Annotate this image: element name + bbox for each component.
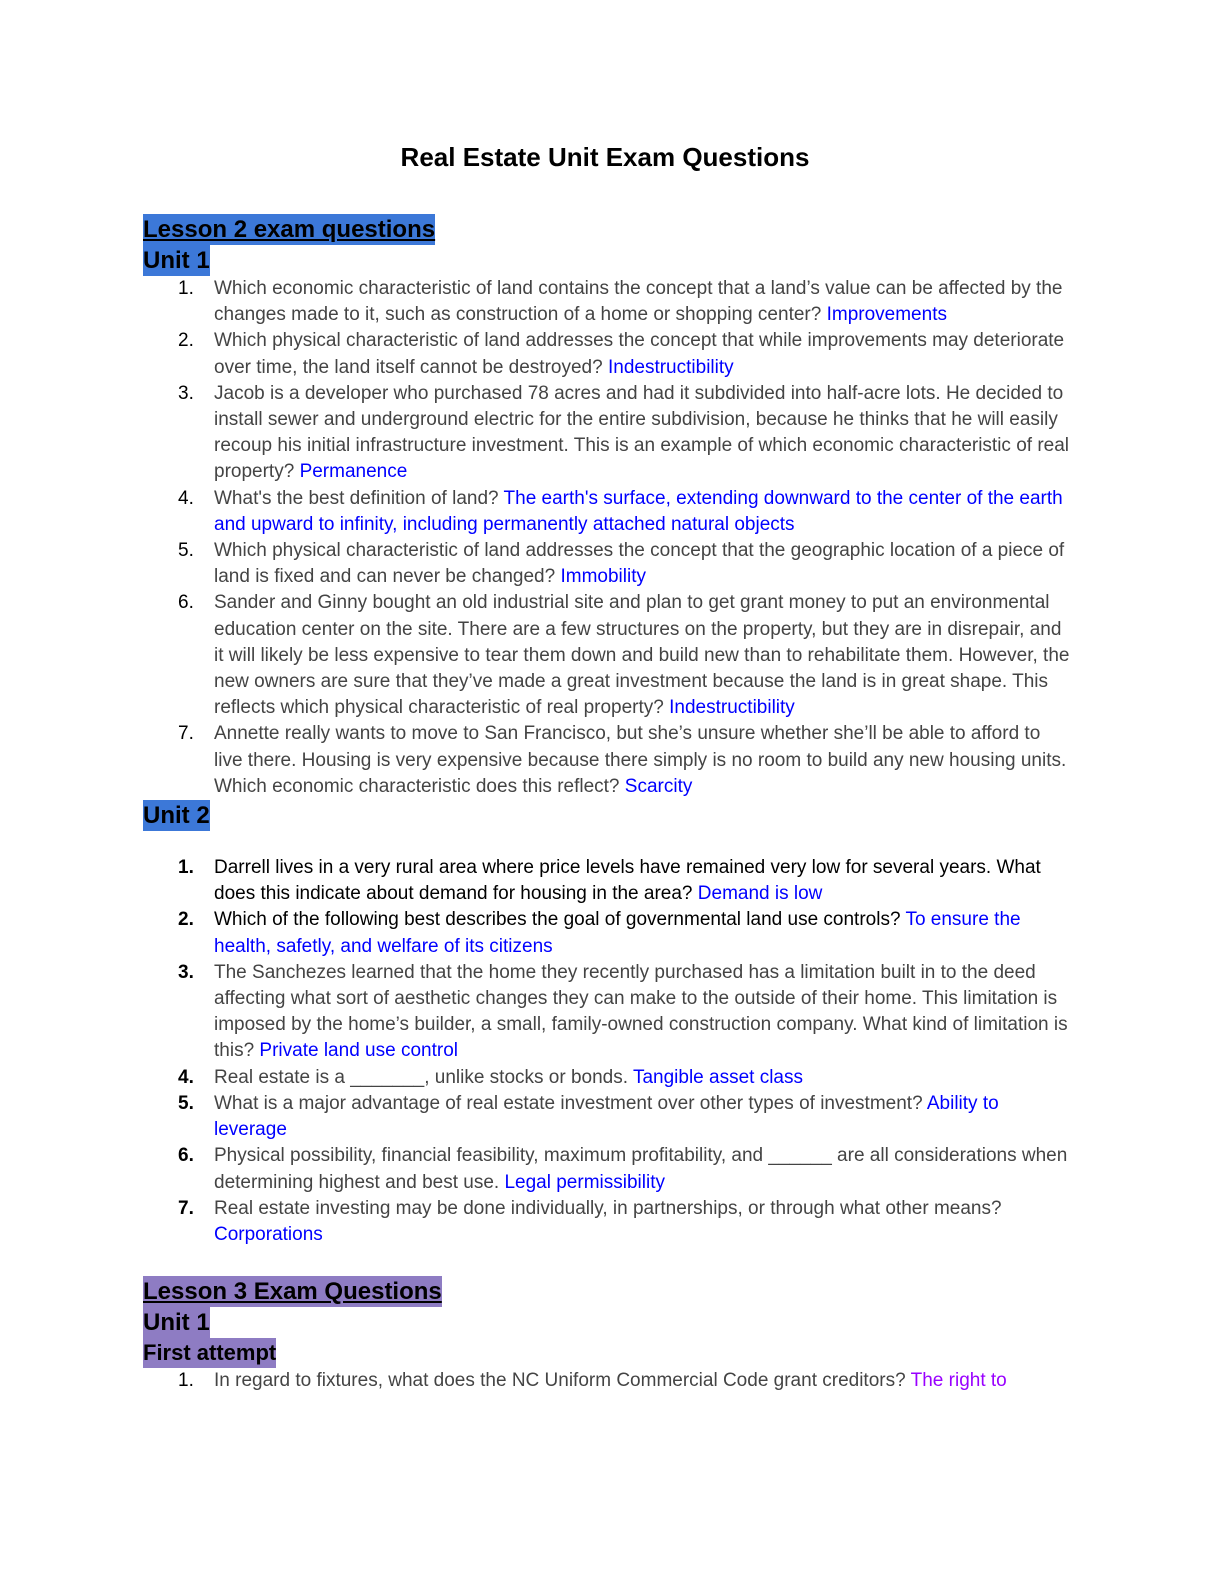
answer-text: Ability to leverage (214, 1092, 999, 1141)
question-text: Real estate is a _______, unlike stocks or bonds. (214, 1066, 629, 1088)
question-item (143, 276, 1074, 328)
question-item (143, 960, 1074, 1065)
question-number: 3. (178, 382, 194, 404)
answer-text: Scarcity (624, 775, 693, 797)
lesson2-unit1-heading: Unit 1 (143, 247, 210, 274)
lesson2-unit1-list (143, 276, 1083, 800)
question-item (143, 1065, 1074, 1091)
question-text: Jacob is a developer who purchased 78 acres and had it subdivided into half-acre lots. He decided to install sewer and underground electric for the entire subdivision, because he thinks that he will easily recoup his initial infrastructure investment. This is an example of which economic characteristic of real property? (214, 382, 1070, 483)
question-item (143, 907, 1074, 959)
question-item (143, 1143, 1074, 1195)
question-number: 4. (178, 1066, 194, 1088)
question-text: Which physical characteristic of land addresses the concept that while improvements may deteriorate over time, the land itself cannot be destroyed? (214, 330, 1065, 378)
question-number: 5. (178, 1092, 194, 1114)
answer-text: Indestructibility (669, 697, 795, 719)
lesson3-unit1-list (143, 1368, 1083, 1394)
question-number: 2. (178, 330, 194, 352)
question-number: 7. (178, 1197, 194, 1219)
question-text: What is a major advantage of real estate investment over other types of investment? (214, 1092, 923, 1114)
question-text: Sander and Ginny bought an old industrial site and plan to get grant money to put an environmental education center on the site. There are a few structures on the property, but they are in disrepair, and it will likely be less expensive to tear them down and build new than to rehabilitate them. However, the new owners are sure that they’ve made a great investment because the land is in great shape. This reflects which physical characteristic of real property? (214, 592, 1070, 719)
answer-text: Demand is low (697, 883, 823, 905)
answer-text: Immobility (560, 566, 646, 588)
question-item (143, 590, 1074, 721)
lesson3-unit1-heading: Unit 1 (143, 1309, 210, 1337)
question-number: 6. (178, 592, 194, 614)
question-text: In regard to fixtures, what does the NC Uniform Commercial Code grant creditors? (214, 1370, 906, 1392)
question-number: 4. (178, 487, 194, 509)
answer-text: The earth's surface, extending downward to the center of the earth and upward to infinity, including permanently attached natural objects (214, 487, 1063, 535)
question-number: 3. (178, 961, 194, 983)
question-text: Which of the following best describes the goal of governmental land use controls? (214, 909, 901, 931)
answer-text: Private land use control (259, 1040, 458, 1062)
question-number: 7. (178, 723, 194, 745)
document-body (143, 214, 1083, 1394)
answer-text: Legal permissibility (504, 1171, 665, 1193)
answer-text: Improvements (826, 304, 947, 326)
answer-text: Permanence (299, 461, 408, 483)
question-text: What's the best definition of land? (214, 487, 499, 509)
question-number: 5. (178, 540, 194, 562)
question-item (143, 1368, 1074, 1394)
lesson2-unit2-list (143, 855, 1083, 1248)
lesson2-heading: Lesson 2 exam questions (143, 216, 436, 243)
question-text: Which physical characteristic of land addresses the concept that the geographic location of a piece of land is fixed and can never be changed? (214, 540, 1065, 588)
question-number: 2. (178, 909, 194, 931)
question-text: The Sanchezes learned that the home they recently purchased has a limitation built in to the deed affecting what sort of aesthetic changes they can make to the outside of their home. This limitation is imposed by the home’s builder, a small, family-owned construction company. What kind of limitation is this? (214, 961, 1068, 1062)
question-number: 6. (178, 1145, 194, 1167)
answer-text: The right to (910, 1370, 1007, 1392)
question-item (143, 328, 1074, 380)
question-item (143, 1091, 1074, 1143)
question-number: 1. (178, 1370, 194, 1392)
answer-text: Corporations (214, 1223, 323, 1245)
question-item (143, 721, 1074, 800)
question-number: 1. (178, 857, 194, 879)
question-item (143, 855, 1074, 907)
answer-text: To ensure the health, safetly, and welfare of its citizens (214, 909, 1021, 957)
question-item (143, 381, 1074, 486)
document-title: Real Estate Unit Exam Questions (400, 142, 810, 172)
question-text: Which economic characteristic of land contains the concept that a land’s value can be affected by the changes made to it, such as construction of a home or shopping center? (214, 278, 1063, 326)
answer-text: Tangible asset class (632, 1066, 804, 1088)
first-attempt-heading: First attempt (143, 1338, 276, 1368)
lesson3-heading: Lesson 3 Exam Questions (143, 1278, 442, 1306)
question-text: Annette really wants to move to San Francisco, but she’s unsure whether she’ll be able to afford to live there. Housing is very expensive because there simply is no room to build any new housing units. Which economic characteristic does this reflect? (214, 723, 1067, 797)
question-item (143, 486, 1074, 538)
question-item (143, 1196, 1074, 1248)
question-text: Real estate investing may be done individually, in partnerships, or through what other means? (214, 1197, 1002, 1219)
question-item (143, 538, 1074, 590)
question-number: 1. (178, 278, 194, 299)
answer-text: Indestructibility (607, 356, 734, 378)
lesson2-unit2-heading: Unit 2 (143, 802, 210, 830)
question-text: Physical possibility, financial feasibility, maximum profitability, and ______ are all considerations when determining highest and best use. (214, 1145, 1068, 1193)
question-text: Darrell lives in a very rural area where price levels have remained very low for several years. What does this indicate about demand for housing in the area? (214, 857, 1041, 905)
